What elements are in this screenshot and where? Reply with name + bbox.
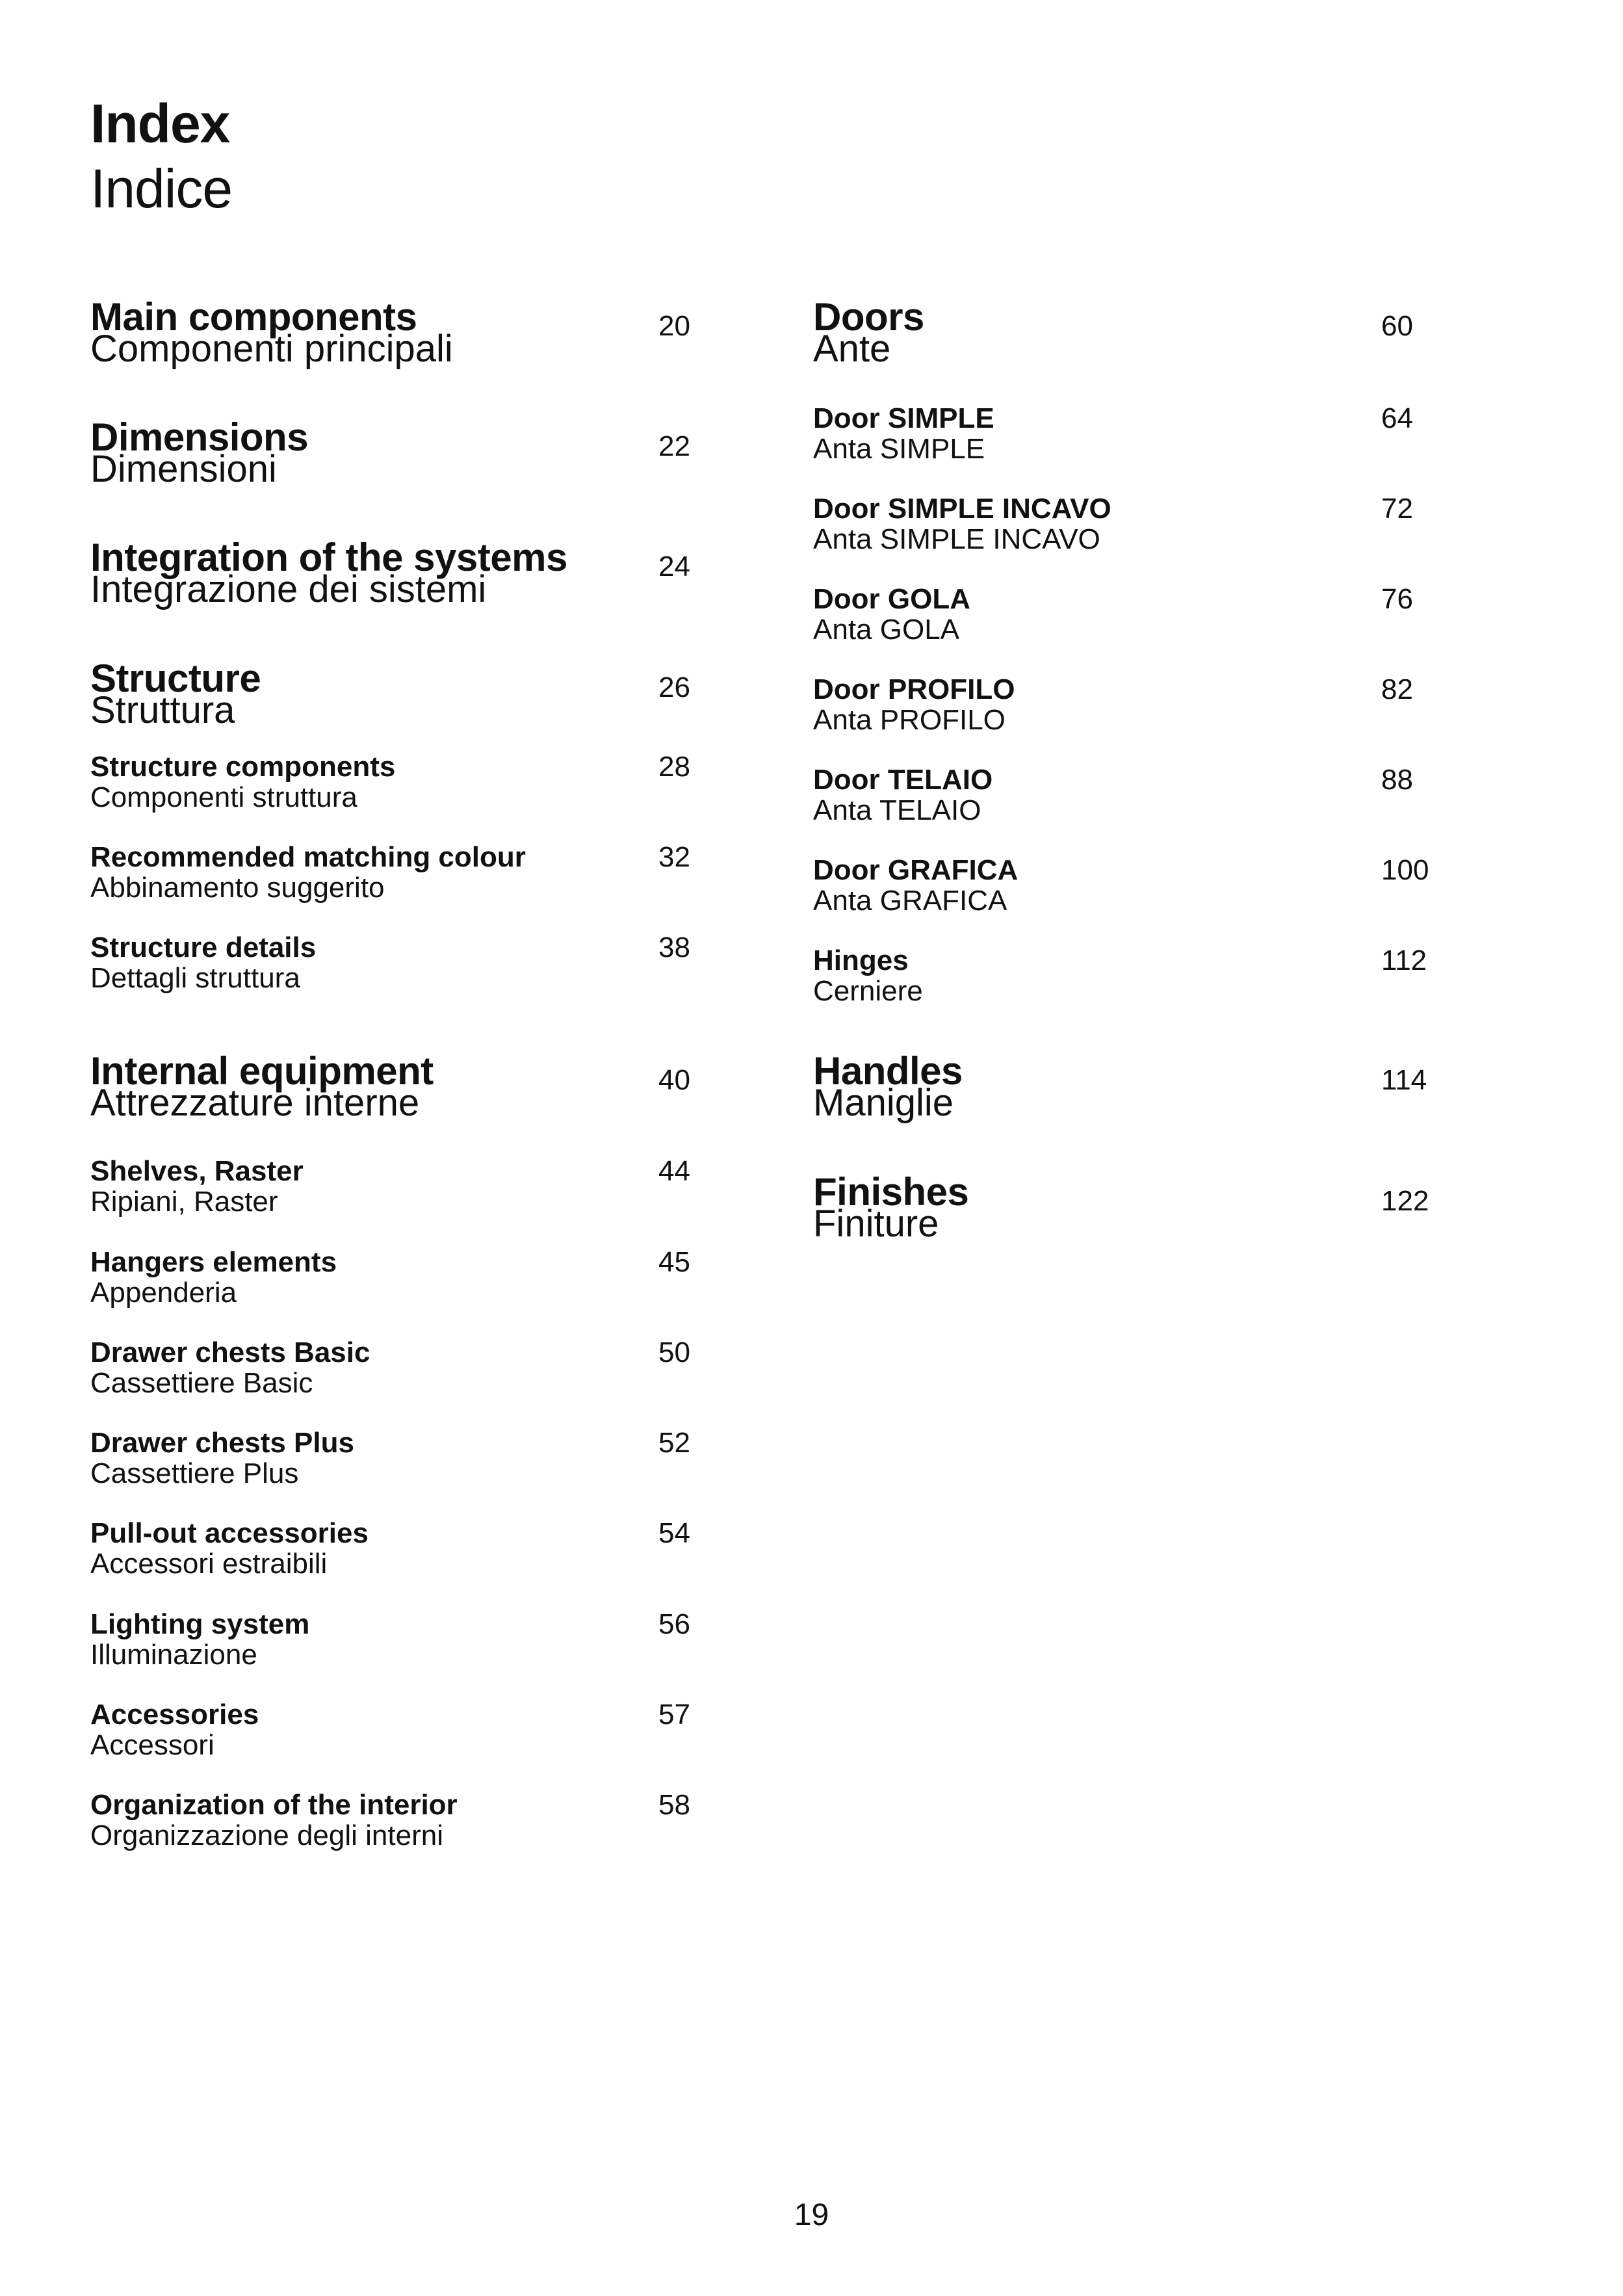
entry-page-number: 32 [658,841,690,873]
index-entry[interactable] [813,855,1437,916]
entry-title-en: Integration of the systems [90,536,567,579]
entry-page-number: 122 [1381,1185,1429,1217]
entry-title-it: Cerniere [813,975,923,1007]
index-entry[interactable] [90,657,695,731]
entry-title-en: Door GRAFICA [813,854,1019,886]
entry-page-number: 64 [1381,402,1413,434]
entry-title-it: Integrazione dei sistemi [90,568,487,610]
index-title-block [90,91,232,221]
entry-page-number: 82 [1381,673,1413,705]
entry-title-it: Illuminazione [90,1639,257,1671]
entry-title-it: Anta SIMPLE [813,433,985,465]
entry-page-number: 58 [658,1789,690,1821]
entry-page-number: 20 [658,310,690,342]
entry-page-number: 52 [658,1427,690,1459]
entry-title-en: Pull-out accessories [90,1517,369,1549]
entry-title-it: Dimensioni [90,448,277,490]
entry-title-it: Attrezzature interne [90,1082,420,1124]
page-number: 19 [794,2198,829,2232]
entry-title-en: Hinges [813,945,909,976]
entry-title-it: Anta TELAIO [813,794,981,826]
entry-title-en: Drawer chests Plus [90,1427,354,1459]
index-entry[interactable] [90,1518,695,1579]
entry-title-en: Structure [90,657,261,700]
entry-title-en: Door TELAIO [813,764,993,796]
entry-page-number: 28 [658,751,690,783]
index-entry[interactable] [813,1049,1437,1124]
entry-page-number: 88 [1381,764,1413,796]
entry-title-en: Structure details [90,932,317,963]
index-entry[interactable] [813,584,1437,645]
entry-title-en: Recommended matching colour [90,841,526,873]
entry-page-number: 26 [658,672,690,703]
entry-title-it: Finiture [813,1203,939,1245]
index-entry[interactable] [90,1790,695,1851]
index-entry[interactable] [813,403,1437,464]
entry-title-en: Shelves, Raster [90,1155,304,1187]
index-entry[interactable] [90,415,695,490]
entry-title-en: Main components [90,295,417,339]
entry-title-en: Handles [813,1049,963,1093]
entry-title-en: Organization of the interior [90,1789,458,1821]
entry-title-it: Anta GRAFICA [813,885,1007,917]
entry-title-it: Anta PROFILO [813,704,1006,736]
index-entry[interactable] [90,1049,695,1124]
entry-title-en: Lighting system [90,1608,310,1640]
page-title: Index [90,93,230,154]
entry-title-en: Door GOLA [813,583,970,615]
entry-page-number: 40 [658,1064,690,1096]
entry-page-number: 76 [1381,583,1413,615]
entry-title-en: Door PROFILO [813,673,1015,705]
index-entry[interactable] [813,674,1437,735]
entry-title-en: Internal equipment [90,1049,434,1093]
entry-title-en: Hangers elements [90,1246,337,1278]
entry-title-it: Maniglie [813,1082,954,1124]
index-entry[interactable] [813,295,1437,370]
entry-title-en: Door SIMPLE [813,402,994,434]
index-entry[interactable] [90,751,695,813]
entry-page-number: 44 [658,1155,690,1187]
entry-title-en: Finishes [813,1170,969,1214]
entry-page-number: 114 [1381,1064,1427,1096]
entry-title-it: Componenti principali [90,328,453,370]
entry-page-number: 50 [658,1337,690,1368]
entry-title-it: Accessori estraibili [90,1548,328,1580]
index-entry[interactable] [90,842,695,903]
entry-page-number: 24 [658,551,690,582]
index-entry[interactable] [813,764,1437,826]
entry-title-it: Accessori [90,1729,214,1761]
entry-page-number: 112 [1381,945,1427,976]
entry-title-en: Drawer chests Basic [90,1337,370,1368]
entry-title-it: Ante [813,328,891,370]
index-entry[interactable] [90,1699,695,1760]
index-entry[interactable] [90,1337,695,1398]
entry-page-number: 72 [1381,493,1413,525]
index-entry[interactable] [90,932,695,993]
index-entry[interactable] [90,1247,695,1308]
index-entry[interactable] [90,1156,695,1217]
entry-title-it: Abbinamento suggerito [90,872,385,904]
entry-title-it: Cassettiere Plus [90,1457,299,1489]
index-entry[interactable] [90,295,695,370]
entry-title-en: Doors [813,295,924,339]
index-entry[interactable] [90,1609,695,1670]
entry-title-en: Structure components [90,751,396,783]
entry-title-it: Appenderia [90,1277,237,1309]
index-entry[interactable] [813,1170,1437,1245]
index-entry[interactable] [90,536,695,610]
entry-title-it: Dettagli struttura [90,962,300,994]
index-entry[interactable] [90,1428,695,1489]
entry-page-number: 22 [658,430,690,462]
entry-page-number: 100 [1381,854,1429,886]
entry-title-it: Organizzazione degli interni [90,1820,443,1851]
entry-title-it: Struttura [90,689,235,731]
entry-page-number: 38 [658,932,690,963]
entry-title-it: Anta SIMPLE INCAVO [813,523,1100,555]
entry-title-it: Ripiani, Raster [90,1186,278,1218]
entry-title-en: Door SIMPLE INCAVO [813,493,1111,525]
entry-title-it: Componenti struttura [90,781,357,813]
entry-page-number: 45 [658,1246,690,1278]
entry-title-it: Anta GOLA [813,614,960,646]
entry-page-number: 56 [658,1608,690,1640]
entry-page-number: 57 [658,1699,690,1730]
entry-title-en: Dimensions [90,415,309,459]
entry-title-en: Accessories [90,1699,259,1730]
entry-title-it: Cassettiere Basic [90,1367,313,1399]
page-subtitle: Indice [90,158,233,219]
index-entry[interactable] [813,493,1437,554]
entry-page-number: 54 [658,1517,690,1549]
entry-page-number: 60 [1381,310,1413,342]
index-entry[interactable] [813,945,1437,1006]
